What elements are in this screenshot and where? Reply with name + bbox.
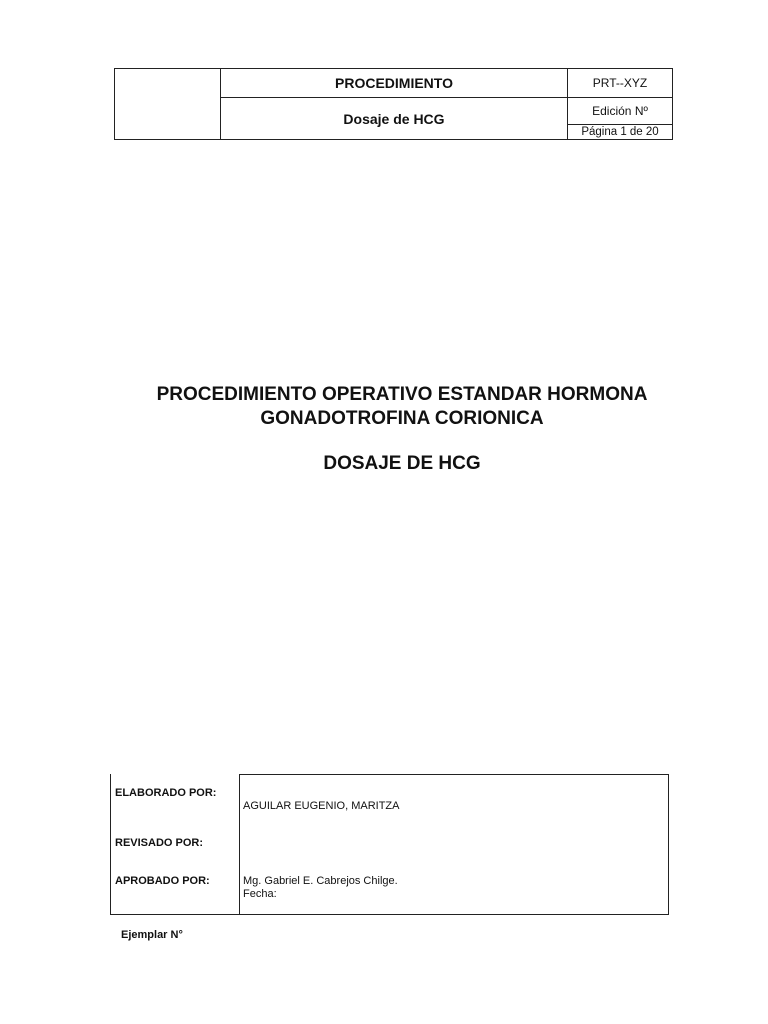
approval-table-divider <box>239 774 240 914</box>
header-table <box>114 68 673 140</box>
document-code: PRT--XYZ <box>568 69 672 98</box>
edition-number: Edición Nº <box>568 98 672 125</box>
page-number: Página 1 de 20 <box>581 126 659 138</box>
aprobado-value: Mg. Gabriel E. Cabrejos Chilge. <box>243 875 398 887</box>
main-title <box>100 383 704 431</box>
revisado-label: REVISADO POR: <box>115 837 204 849</box>
document-title-cell: Dosaje de HCG <box>221 98 568 139</box>
main-title-line-1: PROCEDIMIENTO OPERATIVO ESTANDAR HORMONA <box>156 384 648 405</box>
elaborado-value: AGUILAR EUGENIO, MARITZA <box>243 800 400 812</box>
subtitle: DOSAJE DE HCG <box>323 453 481 474</box>
approval-table-top-border <box>239 774 668 775</box>
ejemplar-number: Ejemplar N° <box>121 929 183 941</box>
procedure-type-label: PROCEDIMIENTO <box>221 69 568 98</box>
fecha-label: Fecha: <box>243 888 277 900</box>
approval-table <box>110 774 669 915</box>
main-title-line-2: GONADOTROFINA CORIONICA <box>260 408 544 429</box>
logo-cell <box>115 69 221 139</box>
aprobado-label: APROBADO POR: <box>115 875 210 887</box>
elaborado-label: ELABORADO POR: <box>115 787 217 799</box>
